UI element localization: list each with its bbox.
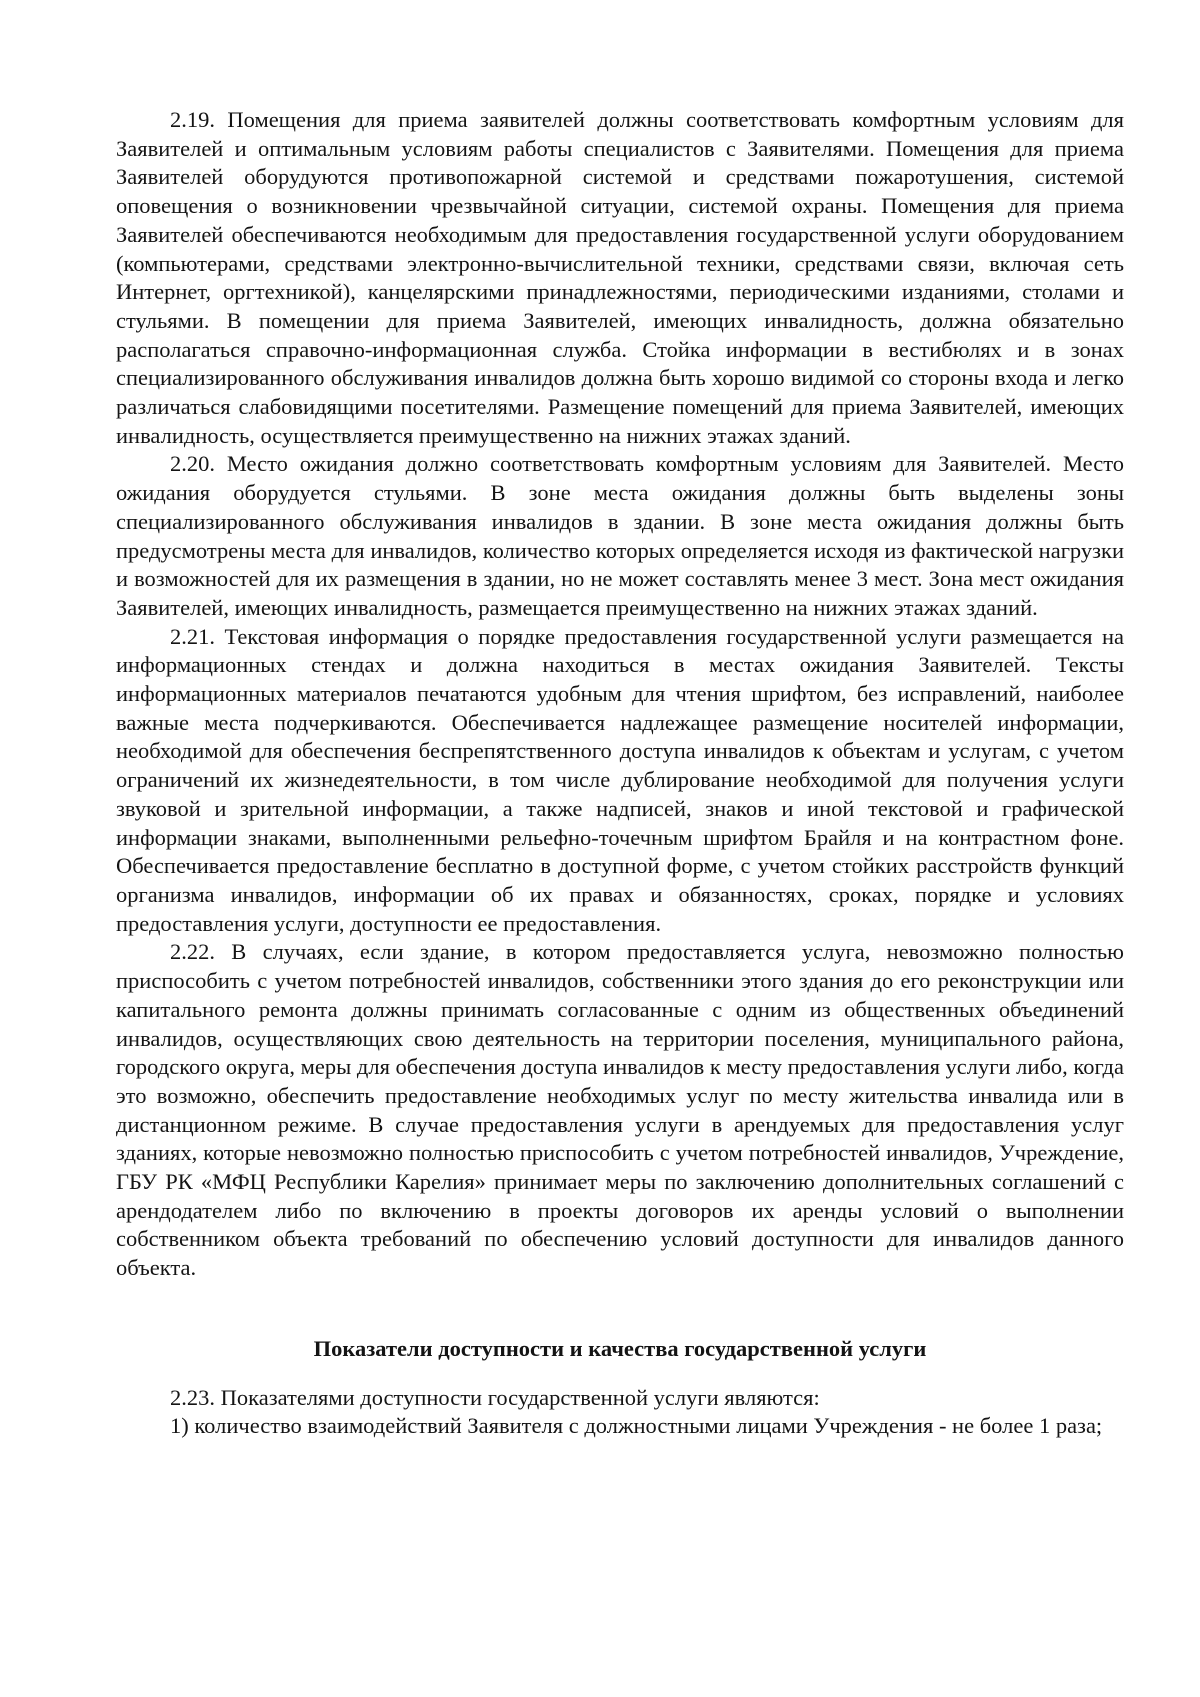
paragraph-2-22: 2.22. В случаях, если здание, в котором предоставляется услуга, невозможно полностью приспособить с учетом потребностей инвалидов, собственники этого здания до его реконструкции или капитального ремонта должны принимать согласованные с одним из общественных объединений инвалидов, осуществляющих свою деятельность на территории поселения, муниципального района, городского округа, меры для обеспечения доступа инвалидов к месту предоставления услуги либо, когда это возможно, обеспечить предоставление необходимых услуг по месту жительства инвалида или в дистанционном режиме. В случае предоставления услуги в арендуемых для предоставления услуг зданиях, которые невозможно полностью приспособить с учетом потребностей инвалидов, Учреждение, ГБУ РК «МФЦ Республики Карелия» принимает меры по заключению дополнительных соглашений с арендодателем либо по включению в проекты договоров их аренды условий о выполнении собственником объекта требований по обеспечению условий доступности для инвалидов данного объекта. — [116, 939, 1124, 1281]
section-heading: Показатели доступности и качества государственной услуги — [313, 1335, 927, 1361]
document-page — [116, 106, 1124, 1441]
paragraph-2-19: 2.19. Помещения для приема заявителей должны соответствовать комфортным условиям для Заявителей и оптимальным условиям работы специалистов с Заявителями. Помещения для приема Заявителей оборудуются противопожарной системой и средствами пожаротушения, системой оповещения о возникновении чрезвычайной ситуации, системой охраны. Помещения для приема Заявителей обеспечиваются необходимым для предоставления государственной услуги оборудованием (компьютерами, средствами электронно-вычислительной техники, средствами связи, включая сеть Интернет, оргтехникой), канцелярскими принадлежностями, периодическими изданиями, столами и стульями. В помещении для приема Заявителей, имеющих инвалидность, должна обязательно располагаться справочно-информационная служба. Стойка информации в вестибюлях и в зонах специализированного обслуживания инвалидов должна быть хорошо видимой со стороны входа и легко различаться слабовидящими посетителями. Размещение помещений для приема Заявителей, имеющих инвалидность, осуществляется преимущественно на нижних этажах зданий. — [116, 107, 1124, 448]
spacer — [116, 1364, 1124, 1384]
list-item-1: 1) количество взаимодействий Заявителя с должностными лицами Учреждения - не более 1 раза; — [170, 1413, 1103, 1439]
spacer — [116, 1283, 1124, 1335]
paragraph-2-23: 2.23. Показателями доступности государственной услуги являются: — [170, 1384, 820, 1410]
paragraph-2-20: 2.20. Место ожидания должно соответствовать комфортным условиям для Заявителей. Место ожидания оборудуется стульями. В зоне места ожидания должны быть выделены зоны специализированного обслуживания инвалидов в здании. В зоне места ожидания должны быть предусмотрены места для инвалидов, количество которых определяется исходя из фактической нагрузки и возможностей для их размещения в здании, но не может составлять менее 3 мест. Зона мест ожидания Заявителей, имеющих инвалидность, размещается преимущественно на нижних этажах зданий. — [116, 451, 1124, 620]
paragraph-2-21: 2.21. Текстовая информация о порядке предоставления государственной услуги размещается на информационных стендах и должна находиться в местах ожидания Заявителей. Тексты информационных материалов печатаются удобным для чтения шрифтом, без исправлений, наиболее важные места подчеркиваются. Обеспечивается надлежащее размещение носителей информации, необходимой для обеспечения беспрепятственного доступа инвалидов к объектам и услугам, с учетом ограничений их жизнедеятельности, в том числе дублирование необходимой для получения услуги звуковой и зрительной информации, а также надписей, знаков и иной текстовой и графической информации знаками, выполненными рельефно-точечным шрифтом Брайля и на контрастном фоне. Обеспечивается предоставление бесплатно в доступной форме, с учетом стойких расстройств функций организма инвалидов, информации об их правах и обязанностях, сроках, порядке и условиях предоставления услуги, доступности ее предоставления. — [116, 623, 1124, 936]
